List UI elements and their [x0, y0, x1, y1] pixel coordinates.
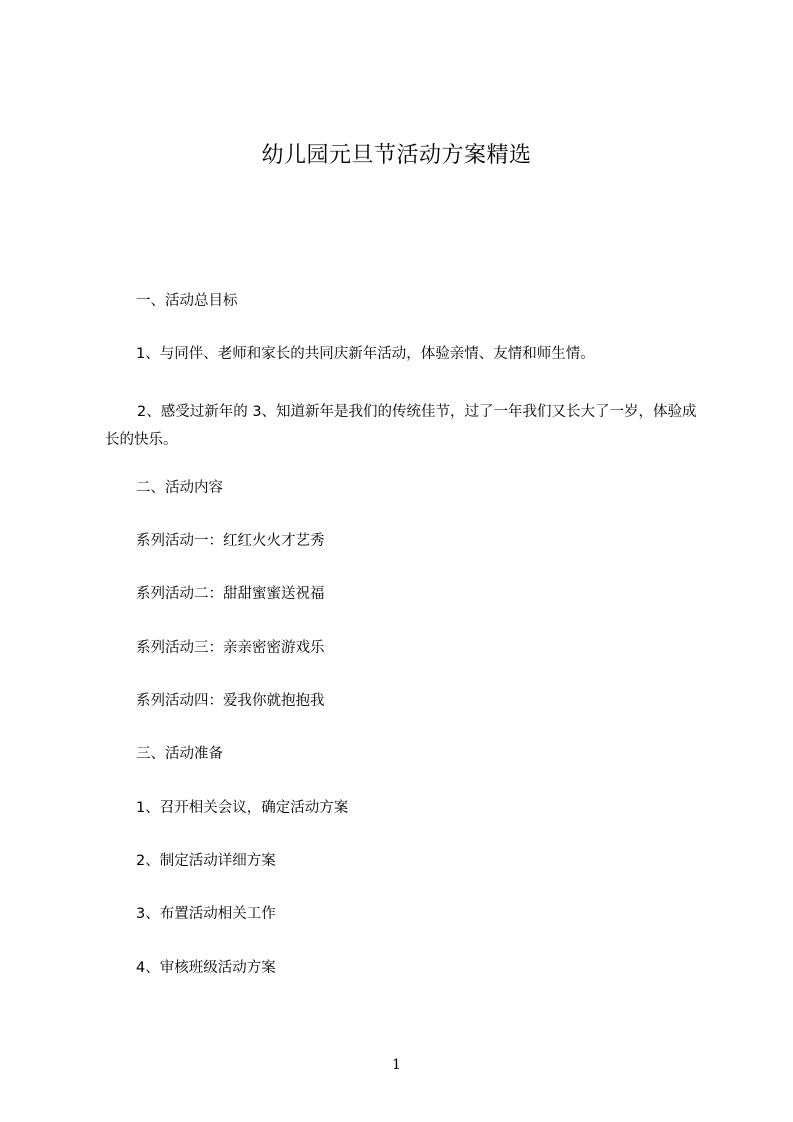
paragraph-activity-2: 系列活动二：甜甜蜜蜜送祝福: [136, 586, 325, 602]
paragraph-prep-1: 1、召开相关会议，确定活动方案: [136, 800, 349, 816]
paragraph-goal-2: 2、感受过新年的 3、知道新年是我们的传统佳节，过了一年我们又长大了一岁，体验成长的快乐。: [105, 404, 697, 448]
paragraph-activity-1: 系列活动一：红红火火才艺秀: [136, 533, 325, 549]
section-heading-goals: 一、活动总目标: [136, 293, 238, 309]
section-heading-preparation: 三、活动准备: [136, 746, 223, 762]
paragraph-activity-4: 系列活动四：爱我你就抱抱我: [136, 693, 325, 709]
section-heading-content: 二、活动内容: [136, 480, 223, 496]
page-number: 1: [392, 1057, 401, 1073]
paragraph-prep-3: 3、布置活动相关工作: [136, 906, 276, 922]
paragraph-prep-2: 2、制定活动详细方案: [136, 853, 276, 869]
paragraph-prep-4: 4、审核班级活动方案: [136, 960, 276, 976]
document-title: 幼儿园元旦节活动方案精选: [261, 143, 532, 168]
paragraph-goal-1: 1、与同伴、老师和家长的共同庆新年活动，体验亲情、友情和师生情。: [136, 346, 595, 362]
paragraph-activity-3: 系列活动三：亲亲密密游戏乐: [136, 640, 325, 656]
